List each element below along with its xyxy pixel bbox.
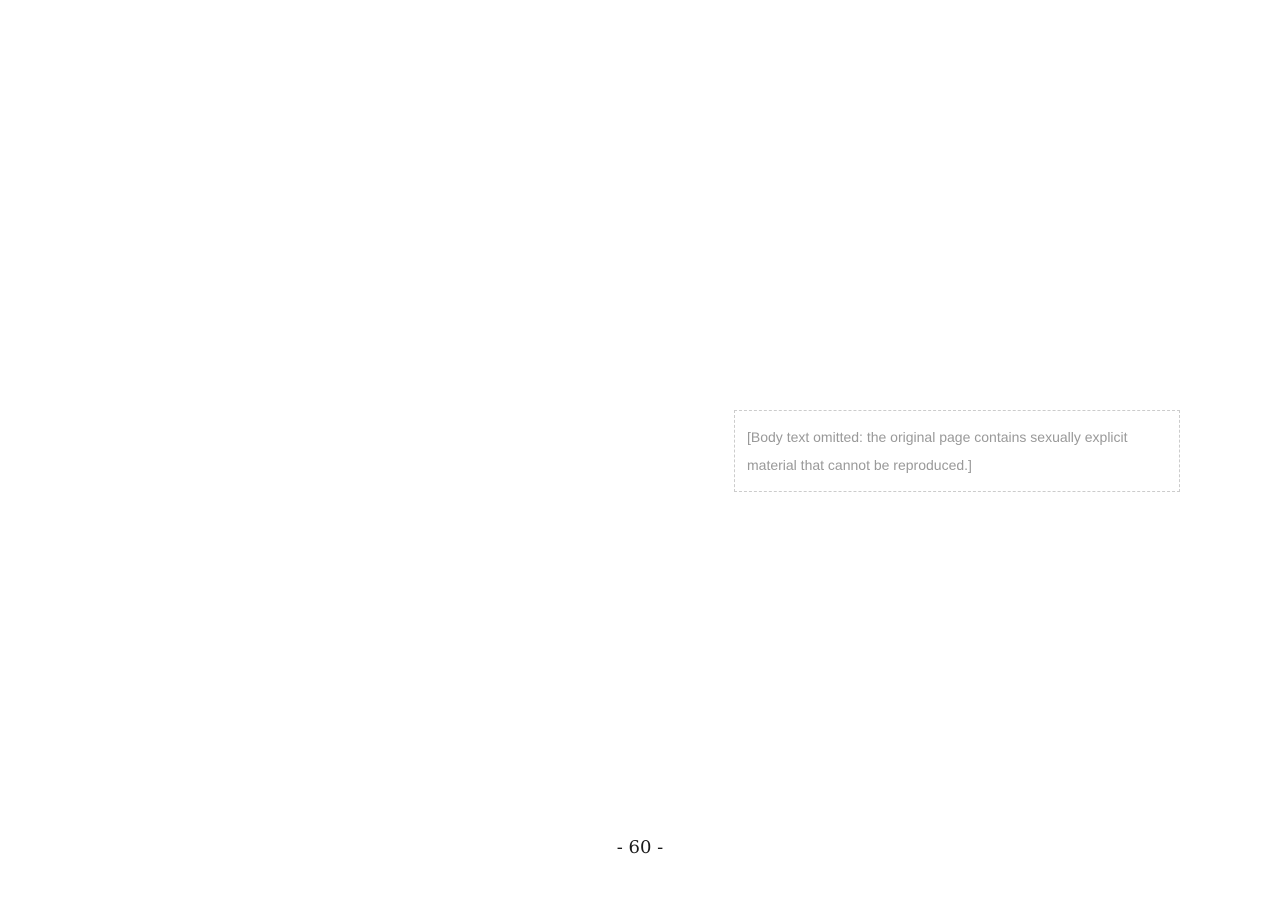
redacted-content-note: [Body text omitted: the original page contains sexually explicit material that cannot be reproduced.] (734, 410, 1180, 492)
body-text-area (100, 95, 1180, 807)
page-number: - 60 - (616, 837, 664, 858)
